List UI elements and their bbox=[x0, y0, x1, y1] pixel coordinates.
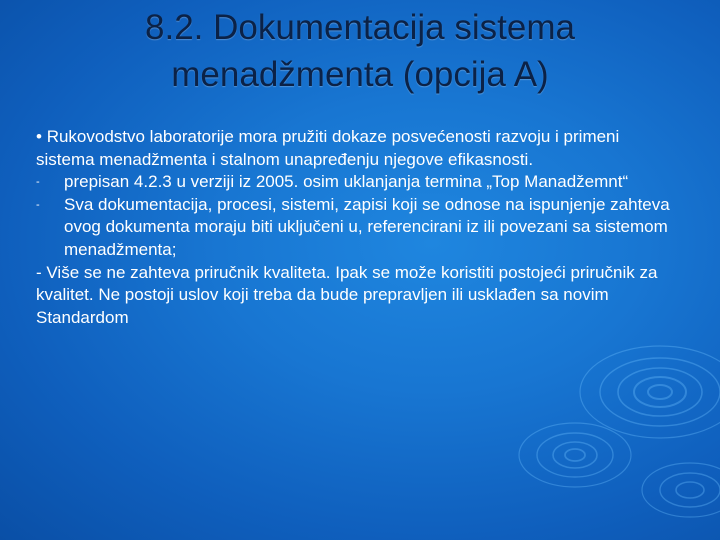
dash-marker-icon: - bbox=[36, 198, 40, 211]
bullet-icon: • bbox=[36, 127, 42, 146]
dash-list-item-1 bbox=[36, 171, 676, 194]
dash-marker-icon: - bbox=[36, 176, 40, 189]
slide-title bbox=[40, 4, 680, 98]
dash-item-1-text: prepisan 4.2.3 u verziji iz 2005. osim uklanjanja termina „Top Manadžemnt“ bbox=[64, 172, 629, 192]
bullet-paragraph bbox=[36, 126, 676, 171]
dash-list-item-2 bbox=[36, 194, 676, 262]
title-line-2: menadžmenta (opcija A) bbox=[171, 55, 549, 94]
paragraph-2: - Više se ne zahteva priručnik kvaliteta. Ipak se može koristiti postojeći priručnik za kvalitet. Ne postoji uslov koji treba da bude prepravljen ili usklađen sa novim Standardom bbox=[36, 262, 658, 327]
title-line-1: 8.2. Dokumentacija sistema bbox=[145, 8, 575, 47]
dash-item-2-text: Sva dokumentacija, procesi, sistemi, zapisi koji se odnose na ispunjenje zahteva ovog dokumenta moraju biti uključeni u, referencirani iz ili povezani sa sistemom menadžmenta; bbox=[64, 194, 670, 259]
paragraph-1-text: Rukovodstvo laboratorije mora pružiti dokaze posvećenosti razvoju i primeni sistema menadžmenta i stalnom unapređenju njegove efikasnosti. bbox=[36, 127, 620, 169]
slide-body bbox=[36, 126, 676, 329]
